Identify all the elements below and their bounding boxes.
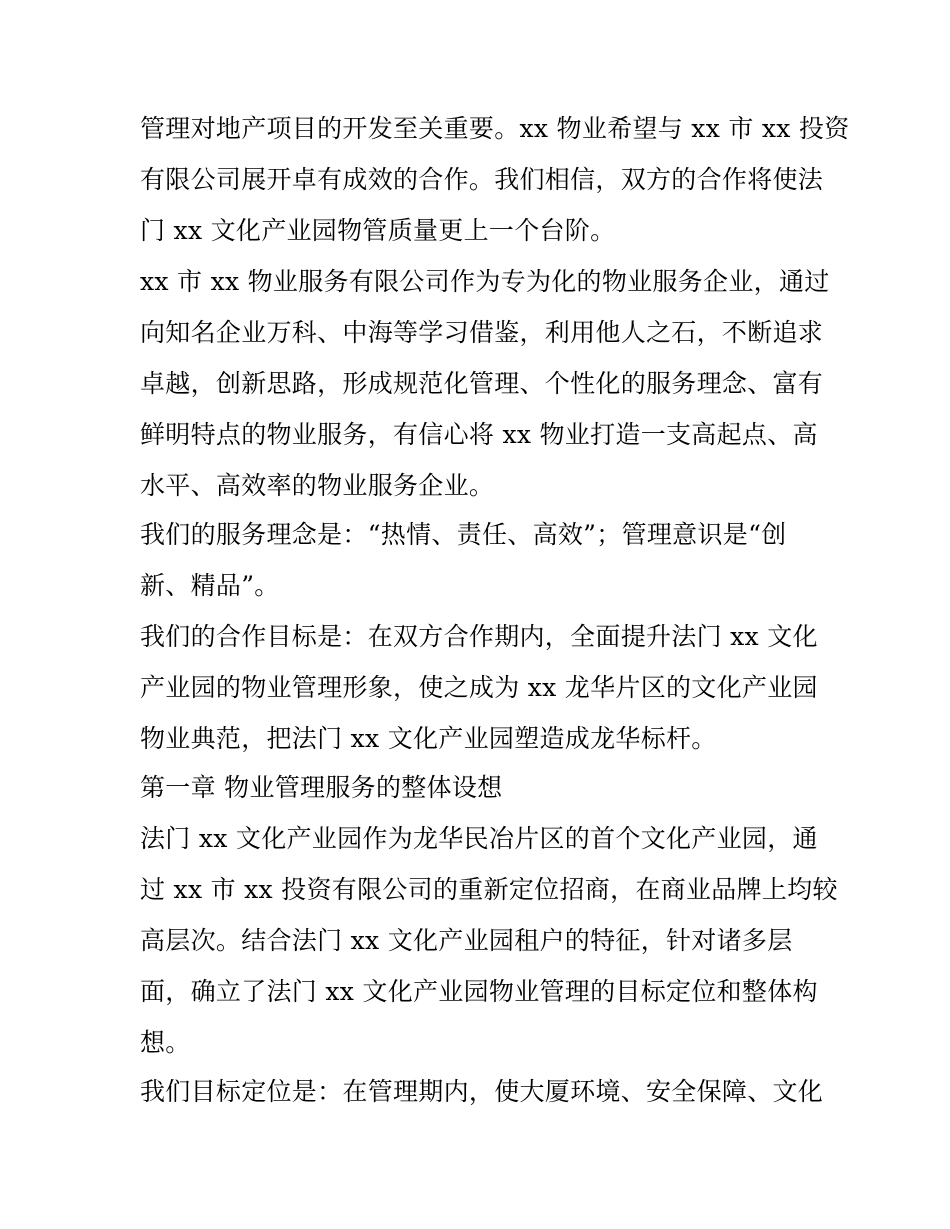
text-line: 门 xx 文化产业园物管质量更上一个台阶。: [140, 216, 616, 245]
text-line: 我们的合作目标是：在双方合作期内，全面提升法门 xx 文化: [140, 622, 818, 651]
text-line: 向知名企业万科、中海等学习借鉴，利用他人之石，不断追求: [140, 318, 824, 347]
chapter-heading: 第一章 物业管理服务的整体设想: [140, 773, 503, 802]
text-line: 过 xx 市 xx 投资有限公司的重新定位招商，在商业品牌上均较: [140, 875, 838, 904]
text-line: 物业典范，把法门 xx 文化产业园塑造成龙华标杆。: [140, 724, 717, 753]
text-line: 我们的服务理念是：“热情、责任、高效”；管理意识是“创: [140, 520, 787, 549]
text-line: 卓越，创新思路，形成规范化管理、个性化的服务理念、富有: [140, 369, 824, 398]
text-line: 想。: [140, 1028, 191, 1057]
text-line: 高层次。结合法门 xx 文化产业园租户的特征，针对诸多层: [140, 926, 793, 955]
text-line: 有限公司展开卓有成效的合作。我们相信，双方的合作将使法: [140, 165, 824, 194]
text-line: 新、精品”。: [140, 571, 280, 600]
text-line: 面，确立了法门 xx 文化产业园物业管理的目标定位和整体构: [140, 977, 818, 1006]
text-line: 鲜明特点的物业服务，有信心将 xx 物业打造一支高起点、高: [140, 420, 818, 449]
text-line: 法门 xx 文化产业园作为龙华民冶片区的首个文化产业园，通: [140, 824, 818, 853]
text-line: 我们目标定位是：在管理期内，使大厦环境、安全保障、文化: [140, 1077, 824, 1106]
text-line: 产业园的物业管理形象，使之成为 xx 龙华片区的文化产业园: [140, 673, 818, 702]
text-line: xx 市 xx 物业服务有限公司作为专为化的物业服务企业，通过: [140, 267, 830, 296]
text-line: 管理对地产项目的开发至关重要。xx 物业希望与 xx 市 xx 投资: [140, 114, 850, 143]
text-line: 水平、高效率的物业服务企业。: [140, 471, 495, 500]
